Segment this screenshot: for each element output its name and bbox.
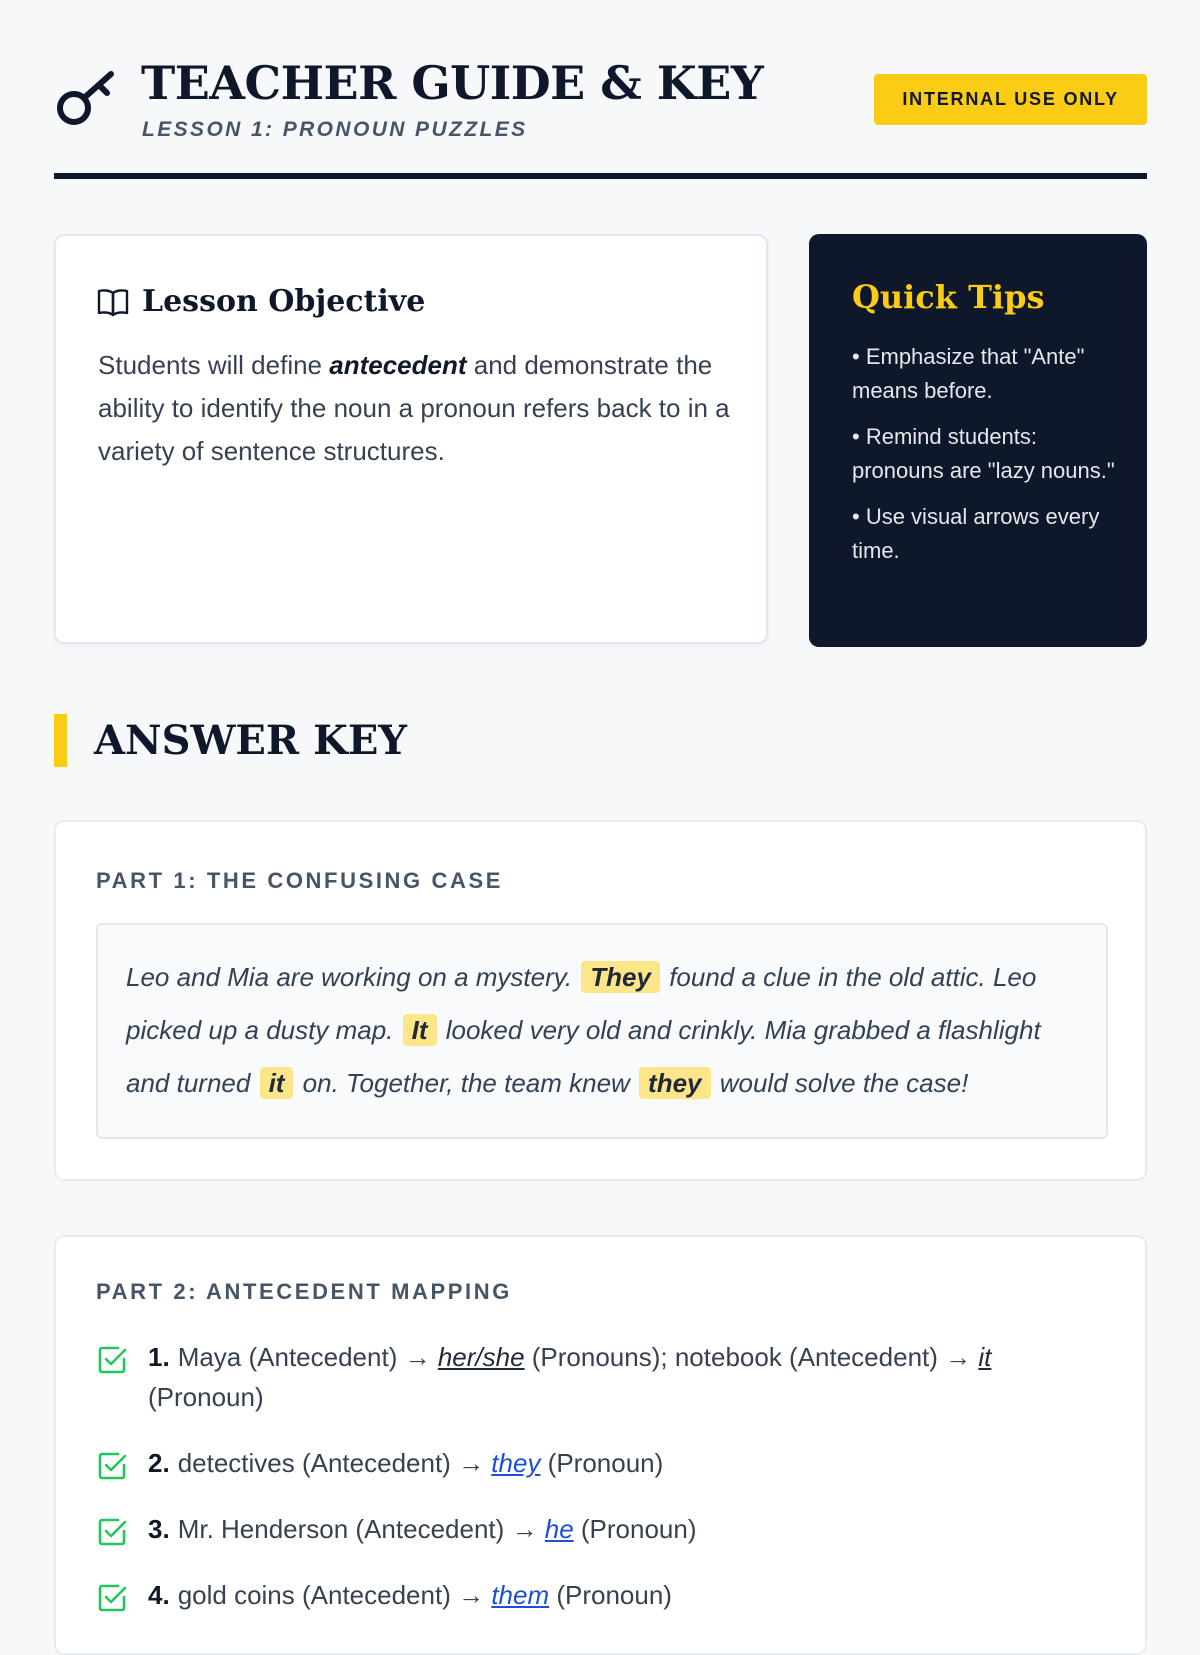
quick-tips-list [852,340,1117,568]
mapping-item [96,1509,1106,1549]
highlighted-pronoun: it [260,1067,294,1099]
story-text: would solve the case! [712,1068,969,1098]
mapping-text: gold coins (Antecedent) → [177,1580,492,1610]
pronoun-answer: it [978,1342,992,1372]
mapping-text: (Pronoun) [573,1514,697,1544]
page-header [54,0,1147,180]
part1-label: PART 1: THE CONFUSING CASE [96,868,503,893]
story-text: Leo and Mia are working on a mystery. [126,962,580,992]
objective-heading [96,284,425,319]
objective-text [98,344,738,473]
antecedent-mapping-list [96,1337,1106,1641]
internal-use-badge: INTERNAL USE ONLY [874,74,1147,125]
objective-term: antecedent [329,350,467,380]
mapping-text: Maya (Antecedent) → [177,1342,438,1372]
story-passage [96,923,1108,1139]
objective-text-start: Students will define [98,350,330,380]
mapping-item [96,1575,1106,1615]
item-number: 3. [148,1514,170,1544]
checkbox-checked-icon [96,1344,128,1376]
checkbox-checked-icon [96,1516,128,1548]
quick-tip-item: • Remind students: pronouns are "lazy nouns." [852,424,1115,483]
mapping-text: Mr. Henderson (Antecedent) → [177,1514,545,1544]
part1-card [54,820,1147,1181]
highlighted-pronoun: They [581,961,660,993]
item-number: 4. [148,1580,170,1610]
part2-card [54,1235,1147,1655]
highlighted-pronoun: they [639,1067,710,1099]
story-text: found a clue in the old attic. Leo picked up a dusty map. [126,962,1037,1045]
story-text: on. Together, the team knew [295,1068,638,1098]
lesson-objective-card [54,234,768,644]
pronoun-answer: them [491,1580,550,1610]
part2-label: PART 2: ANTECEDENT MAPPING [96,1279,512,1304]
header-divider [54,173,1147,179]
quick-tip-item: • Use visual arrows every time. [852,504,1100,563]
objective-text-end: and demonstrate the ability to identify the noun a pronoun refers back to in a variety of sentence structures. [98,350,730,466]
mapping-text: (Pronouns); notebook (Antecedent) → [524,1342,979,1372]
mapping-text: (Pronoun) [540,1448,664,1478]
story-text: looked very old and crinkly. Mia grabbed a flashlight and turned [126,1015,1041,1098]
mapping-item [96,1337,1106,1417]
open-book-icon [96,285,130,319]
mapping-item [96,1443,1106,1483]
highlighted-pronoun: It [403,1014,437,1046]
item-number: 1. [148,1342,170,1372]
quick-tips-title: Quick Tips [852,278,1045,316]
quick-tips-panel [809,234,1147,647]
objective-title: Lesson Objective [142,284,426,319]
mapping-text: detectives (Antecedent) → [177,1448,492,1478]
answer-key-accent-bar [54,714,67,767]
teacher-guide-page [54,0,1147,1610]
page-title: TEACHER GUIDE & KEY [141,56,764,110]
pronoun-answer: they [491,1448,541,1478]
checkbox-checked-icon [96,1582,128,1614]
mapping-text: (Pronoun) [148,1382,264,1412]
page-subtitle: LESSON 1: PRONOUN PUZZLES [142,118,528,141]
answer-key-title: ANSWER KEY [94,717,407,764]
key-icon [54,68,118,132]
mapping-text: (Pronoun) [549,1580,672,1610]
pronoun-answer: he [544,1514,574,1544]
item-number: 2. [148,1448,170,1478]
quick-tip-item: • Emphasize that "Ante" means before. [852,344,1085,403]
checkbox-checked-icon [96,1450,128,1482]
pronoun-answer: her/she [437,1342,525,1372]
